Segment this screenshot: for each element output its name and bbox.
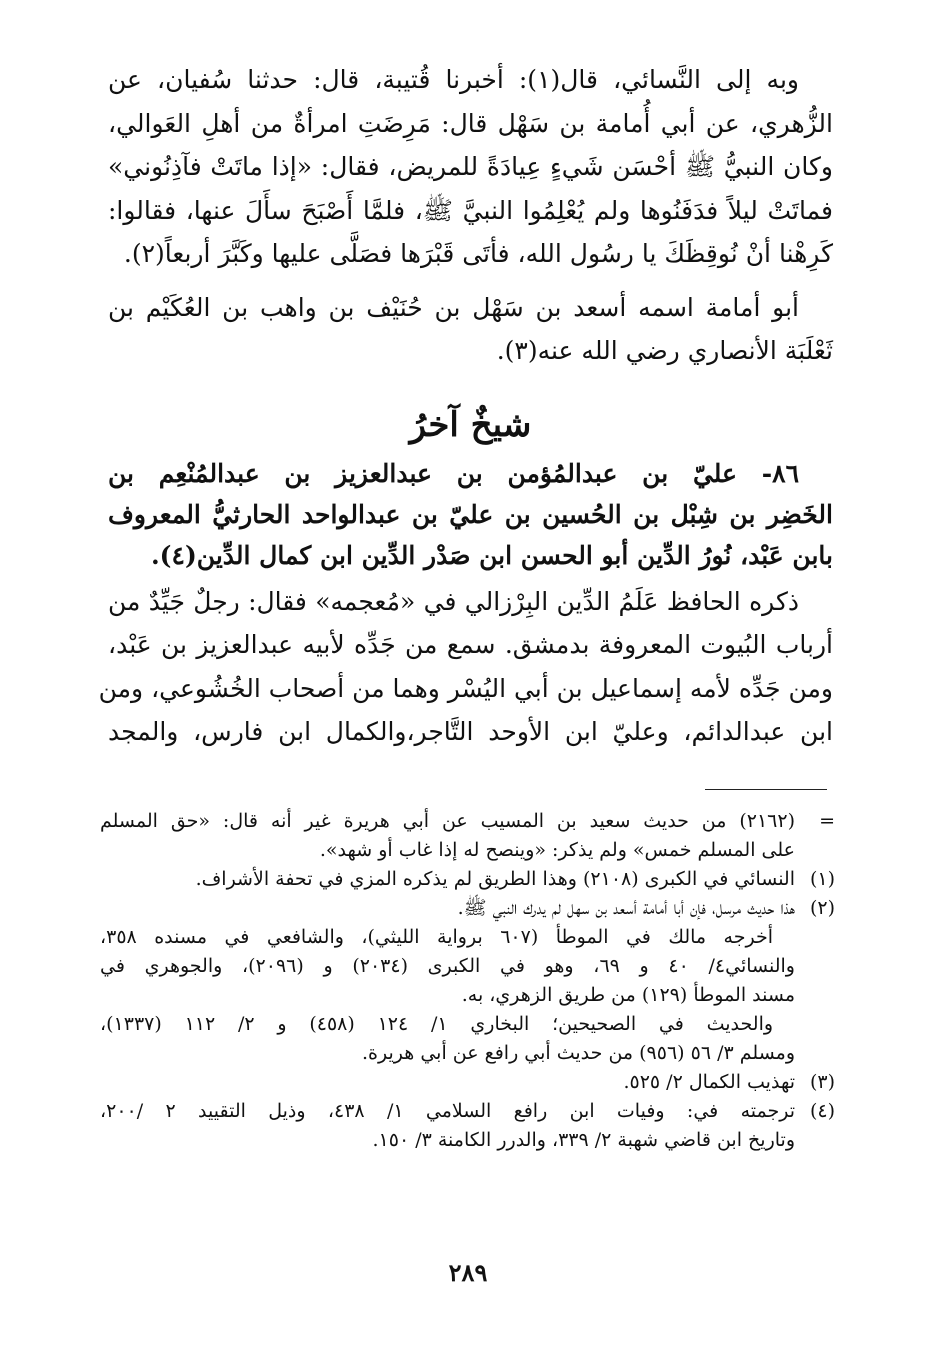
footnote-4 (100, 1097, 835, 1155)
entry-line: الخَضِر بن شِبْل بن الحُسين بن عليّ بن عبدالواحد الحارثيُّ المعروف (108, 499, 833, 529)
section-heading: شيخٌ آخرُ (409, 404, 532, 445)
text-line: فماتَتْ ليلاً فدَفَنُوها ولم يُعْلِمُوا النبيَّ ﷺ، فلمَّا أَصْبَحَ سأَلَ عنها، فقالوا: (108, 195, 833, 225)
footnote-separator (705, 789, 827, 790)
footnote-marker: (١) (809, 868, 835, 890)
text-line: الزُّهري، عن أبي أُمامة بن سَهْل قال: مَرِضَتِ امرأةٌ من أهلِ العَوالي، (108, 108, 833, 138)
footnote-line: والنسائي٤/ ٤٠ و ٦٩، وهو في الكبرى (٢٠٣٤) و (٢٠٩٦)، والجوهري في (100, 955, 795, 977)
text-line: كَرِهْنا أنْ نُوقِظَكَ يا رسُول الله، فأتَى قَبْرَها فصَلَّى عليها وكَبَّرَ أربعاً(٢). (123, 239, 833, 268)
footnotes (100, 807, 835, 1155)
footnote-3 (100, 1068, 835, 1097)
footnote-marker: (٣) (809, 1071, 835, 1093)
footnote-continuation (100, 807, 835, 865)
paragraph-biography (98, 580, 833, 754)
text-line: ثَعْلَبَة الأنصاري رضي الله عنه(٣). (496, 336, 833, 365)
footnote-1 (100, 865, 835, 894)
footnote-2 (100, 894, 835, 1068)
text-line: ذكره الحافظ عَلَمُ الدِّين البِرْزالي في «مُعجمه» فقال: رجلٌ جَيِّدٌ من (108, 586, 799, 616)
footnote-line: ومسلم ٣/ ٥٦ (٩٥٦) من حديث أبي رافع عن أبي هريرة. (362, 1042, 795, 1064)
footnote-line: والحديث في الصحيحين؛ البخاري ١/ ١٢٤ (٤٥٨) و ٢/ ١١٢ (١٣٣٧)، (100, 1013, 774, 1035)
footnote-marker: (٤) (809, 1100, 835, 1122)
page-number: ٢٨٩ (448, 1258, 488, 1287)
footnote-line: ترجمته في: وفيات ابن رافع السلامي ١/ ٤٣٨، وذيل التقييد ٢ /٢٠٠، (100, 1100, 795, 1122)
footnote-marker: (٢) (809, 897, 835, 919)
text-line: ومن جَدِّه لأمه إسماعيل بن أبي اليُسْر وهما من أصحاب الخُشُوعي، ومن (98, 673, 833, 703)
entry-line: بابن عَبْد، نُورُ الدِّين أبو الحسن ابن صَدْر الدِّين ابن كمال الدِّين(٤). (150, 540, 833, 570)
text-line: أبو أمامة اسمه أسعد بن سَهْل بن حُنَيْف بن واهب بن العُكَيْم بن (108, 292, 799, 322)
text-line: أرباب البُيوت المعروفة بدمشق. سمع من جَدِّه لأبيه عبدالعزيز بن عَبْد، (108, 630, 833, 659)
text-line: وكان النبيُّ ﷺ أحْسَن شَيءٍ عِيادَةً للمريض، فقال: «إذا ماتَتْ فآذِنُوني» (108, 152, 833, 181)
footnote-line: أخرجه مالك في الموطأ (٦٠٧ برواية الليثي)، والشافعي في مسنده ٣٥٨، (100, 926, 774, 948)
entry-title (108, 453, 833, 576)
footnote-line: تهذيب الكمال ٢/ ٥٢٥. (623, 1071, 795, 1093)
footnote-line: (٢١٦٢) من حديث سعيد بن المسيب عن أبي هريرة غير أنه قال: «حق المسلم (100, 810, 795, 832)
main-text (98, 58, 833, 754)
text-line: وبه إلى النَّسائي، قال(١): أخبرنا قُتيبة، قال: حدثنا سُفيان، عن (108, 65, 799, 94)
footnote-line: وتاريخ ابن قاضي شهبة ٢/ ٣٣٩، والدرر الكامنة ٣/ ١٥٠. (372, 1129, 795, 1151)
paragraph-narrator (108, 286, 833, 373)
paragraph-hadith (108, 58, 833, 276)
footnote-line: هذا حديث مرسل، فإن أبا أمامة أسعد بن سهل لم يدرك النبي ﷺ. (457, 897, 795, 919)
footnote-line: على المسلم خمس» ولم يذكر: «وينصح له إذا غاب أو شهد». (319, 839, 795, 861)
footnote-line: النسائي في الكبرى (٢١٠٨) وهذا الطريق لم يذكره المزي في تحفة الأشراف. (195, 868, 795, 890)
footnote-marker: = (819, 810, 835, 832)
entry-line: ٨٦- عليّ بن عبدالمُؤمن بن عبدالعزيز بن عبدالمُنْعِم بن (108, 458, 799, 488)
text-line: ابن عبدالدائم، وعليّ ابن الأوحد التَّاجر،والكمال ابن فارس، والمجد (108, 717, 833, 746)
footnote-line: مسند الموطأ (١٢٩) من طريق الزهري، به. (461, 984, 795, 1006)
